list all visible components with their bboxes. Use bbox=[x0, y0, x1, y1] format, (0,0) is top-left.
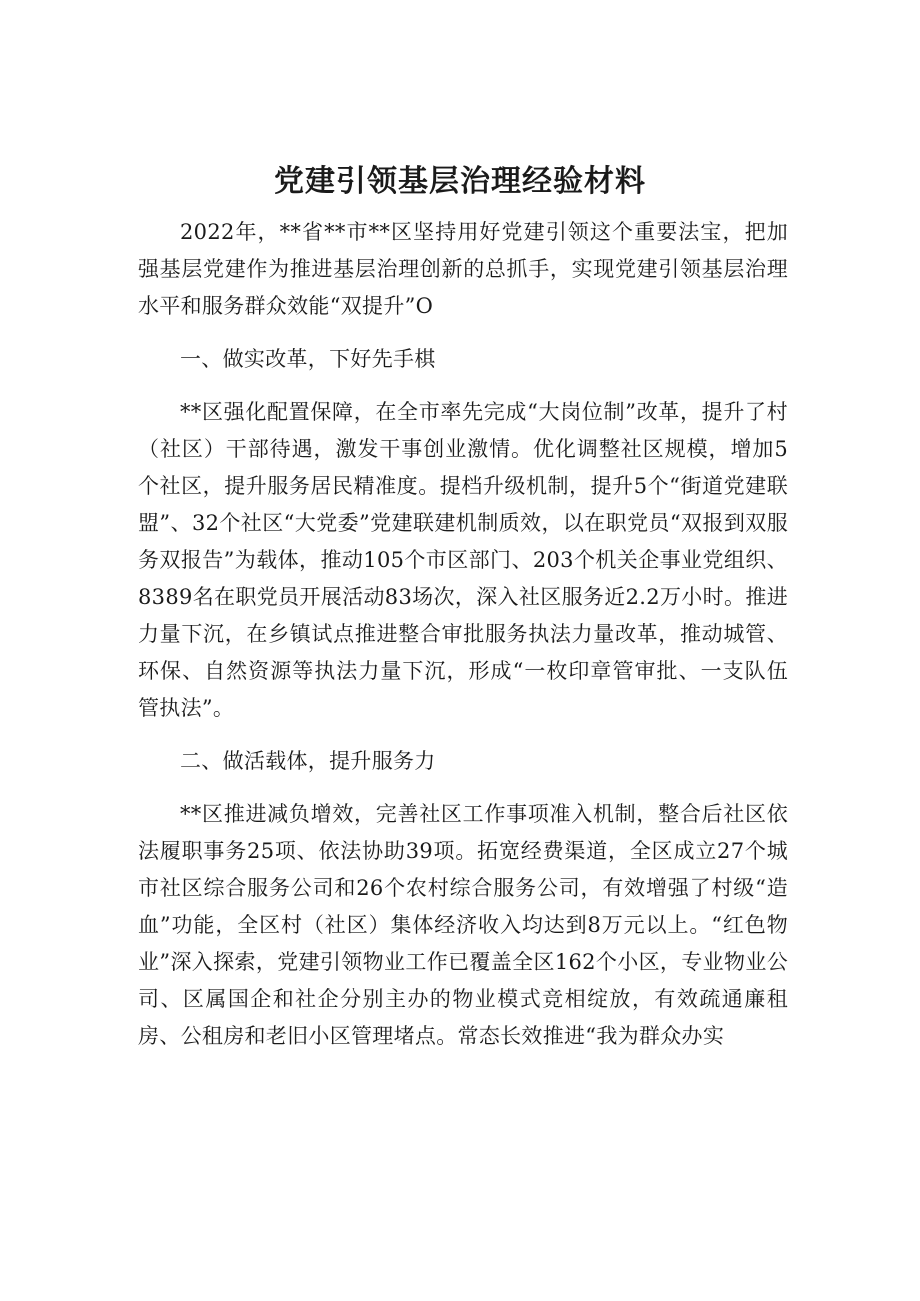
section-2-body: **区推进减负增效，完善社区工作事项准入机制，整合后社区依法履职事务25项、依法协助39项。拓宽经费渠道，全区成立27个城市社区综合服务公司和26个农村综合服务公司，有效增强了村级“造血”功能，全区村（社区）集体经济收入均达到8万元以上。“红色物业”深入探索，党建引领物业工作已覆盖全区162个小区，专业物业公司、区属国企和社企分别主办的物业模式竞相绽放，有效疏通廉租房、公租房和老旧小区管理堵点。常态长效推进“我为群众办实 bbox=[138, 802, 788, 1048]
document-title: 党建引领基层治理经验材料 bbox=[274, 164, 646, 199]
section-1-heading: 一、做实改革，下好先手棋 bbox=[180, 347, 436, 371]
intro-paragraph: 2022年，**省**市**区坚持用好党建引领这个重要法宝，把加强基层党建作为推进基层治理创新的总抓手，实现党建引领基层治理水平和服务群众效能“双提升”O bbox=[138, 220, 788, 318]
document-body bbox=[138, 214, 788, 1055]
section-2-heading: 二、做活载体，提升服务力 bbox=[180, 749, 436, 773]
section-1-body: **区强化配置保障，在全市率先完成“大岗位制”改革，提升了村（社区）干部待遇，激发干事创业激情。优化调整社区规模，增加5个社区，提升服务居民精准度。提档升级机制，提升5个“街道党建联盟”、32个社区“大党委”党建联建机制质效，以在职党员“双报到双服务双报告”为载体，推动105个市区部门、203个机关企事业党组织、8389名在职党员开展活动83场次，深入社区服务近2.2万小时。推进力量下沉，在乡镇试点推进整合审批服务执法力量改革，推动城管、环保、自然资源等执法力量下沉，形成“一枚印章管审批、一支队伍管执法”。 bbox=[138, 400, 788, 720]
